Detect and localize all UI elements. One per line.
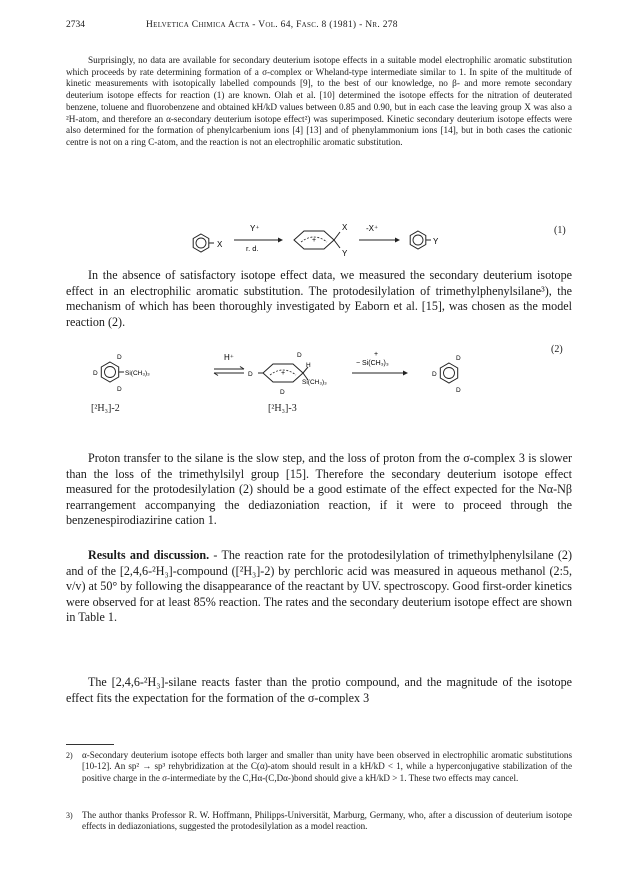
svg-text:+: + [281, 370, 286, 377]
paragraph-4 [66, 548, 572, 626]
deuterium-label: D [456, 355, 461, 362]
footnote-mark: 3) [66, 811, 73, 820]
hydrogen-label: H [306, 362, 311, 369]
proton-label: H⁺ [224, 353, 234, 362]
loss-silyl-label: − Si(CH₃)₃ [356, 360, 389, 367]
footnote-text: α-Secondary deuterium isotope effects both larger and smaller than unity have been observed in electrophilic aromatic substitutions [10-12]. An sp² → sp³ rehybridization at the C(α)-atom should result in a kH/kD < 1, while a hyperconjugative stabilization of the positive charge in the σ-intermediate by the C,Hα-(C,Dα-)bond should give a kH/kD > 1. These two effects may cancel. [82, 750, 572, 783]
equation-number-1: (1) [554, 225, 566, 236]
equation-number-2: (2) [551, 344, 563, 355]
substituent-x-1: X [217, 240, 223, 249]
deuterium-label: D [248, 371, 253, 378]
section-heading: Results and discussion. [88, 548, 210, 562]
footnote-3 [66, 810, 572, 833]
trimethylsilyl-label: Si(CH₃)₃ [125, 370, 150, 377]
footnote-2 [66, 750, 572, 784]
substituent-y-2: Y [433, 237, 439, 246]
conditions-label: r. d. [246, 244, 259, 253]
deuterium-label: D [93, 370, 98, 377]
benzene-ring-icon [410, 231, 431, 249]
deuterium-label: D [432, 371, 437, 378]
compound-label-3: [²H₃]-3 [268, 403, 297, 414]
compound-label-2: [²H₃]-2 [91, 403, 120, 414]
substituent-x-2: X [342, 223, 348, 232]
paragraph-1: Surprisingly, no data are available for secondary deuterium isotope effects in a suitable model electrophilic aromatic substitution which proceeds by rate determining formation of a σ-complex or Wheland-type intermediate similar to 1. In spite of the multitude of kinetic measurements with isotopically labelled compounds [9], to the best of our knowledge, no β- and more remote secondary deuterium isotope effects for reaction (1) are known. Olah et al. [10] determined the isotope effects for the nitration of deuterated benzene, toluene and fluorobenzene and obtained kH/kD values between 0.85 and 0.90, but in each case the leaving group X was also a ²H-atom, and therefore an α-secondary deuterium isotope effect²) was superimposed. Kinetic secondary deuterium isotope effects were also determined for the formation of phenylcarbenium ions [4] [13] and of phenylammonium ions [14], but in both cases the cationic centre is not on a ring C-atom, and the reaction is not an electrophilic aromatic substitution. [66, 55, 572, 147]
substituent-y-1: Y [342, 249, 348, 258]
paragraph-2: In the absence of satisfactory isotope effect data, we measured the secondary deuterium isotope effect in an electrophilic aromatic substitution. The protodesilylation of trimethylphenylsilane³), the mechanism of which has been thoroughly investigated by Eaborn et al. [15], was chosen as the model reaction (2). [66, 268, 572, 329]
svg-text:+: + [312, 237, 317, 244]
sigma-complex-icon [258, 364, 308, 382]
plus-label: + [374, 351, 379, 358]
loss-label: -X⁺ [366, 224, 379, 233]
benzene-ring-icon [193, 234, 214, 252]
scheme-2-drawing [66, 345, 572, 417]
page-number: 2734 [66, 20, 85, 30]
benzene-ring-icon [440, 363, 457, 383]
running-header [66, 20, 572, 34]
paragraph-3: Proton transfer to the silane is the slow step, and the loss of proton from the σ-complex 3 is slower than the loss of the trimethylsilyl group [15]. Therefore the secondary deuterium isotope effect measured for the protodesilylation (2) should be a good estimate of the effect expected for the Nα-Nβ rearrangement accompanying the dediazoniation reaction, if it were to proceed through the benzenespirodiazirine cation 1. [66, 451, 572, 528]
journal-title: Helvetica Chimica Acta - Vol. 64, Fasc. 8 (1981) - Nr. 278 [146, 20, 398, 30]
reaction-scheme-1 [66, 216, 572, 264]
deuterium-label: D [280, 389, 285, 396]
scheme-1-drawing [66, 216, 572, 264]
deuterium-label: D [456, 387, 461, 394]
trimethylsilyl-label: Si(CH₃)₃ [302, 379, 327, 386]
sigma-complex-icon [294, 231, 340, 249]
deuterium-label: D [297, 352, 302, 359]
section-text: - The reaction rate for the protodesilylation of trimethylphenylsilane (2) and of the [2,4,6-²H₃]-compound ([²H₃]-2) by perchloric acid was measured in aqueous methanol (2:5, v/v) at 50° by following the disappearance of the reactant by UV. spectroscopy. Good first-order kinetics were observed for at least 85% reaction. The rates and the secondary deuterium isotope effect are shown in Table 1. [66, 548, 572, 625]
paragraph-5: The [2,4,6-²H₃]-silane reacts faster than the protio compound, and the magnitude of the isotope effect fits the expectation for the formation of the σ-complex 3 [66, 675, 572, 705]
deuterium-label: D [117, 386, 122, 393]
benzene-ring-icon [101, 362, 124, 382]
reagent-label: Y⁺ [250, 224, 260, 233]
deuterium-label: D [117, 354, 122, 361]
footnote-mark: 2) [66, 751, 73, 760]
reaction-scheme-2 [66, 345, 572, 443]
footnote-rule [66, 744, 114, 745]
footnote-text: The author thanks Professor R. W. Hoffmann, Philipps-Universität, Marburg, Germany, who, after a discussion of deuterium isotope effects in dediazoniations, suggested the protodesilylation as a model reaction. [82, 810, 572, 832]
